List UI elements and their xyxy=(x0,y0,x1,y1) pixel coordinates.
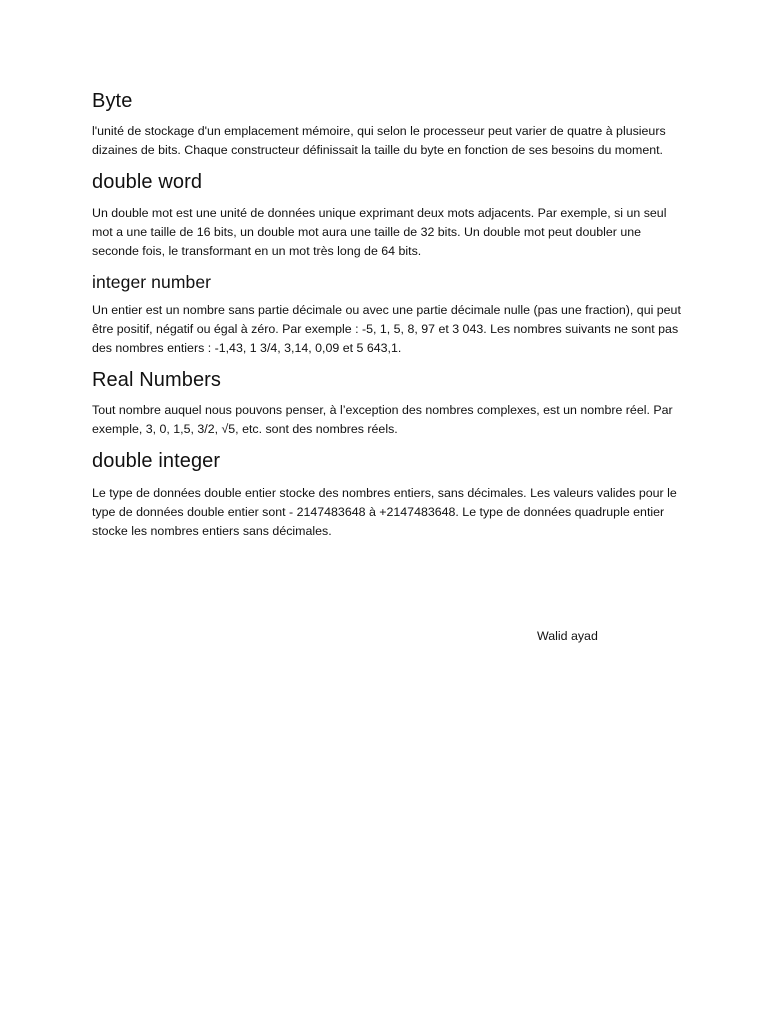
heading-real-numbers: Real Numbers xyxy=(92,369,222,391)
heading-double-word: double word xyxy=(92,171,203,193)
heading-double-integer: double integer xyxy=(92,450,221,472)
document-body xyxy=(92,88,682,541)
paragraph-byte: l'unité de stockage d'un emplacement mémoire, qui selon le processeur peut varier de quatre à plusieurs dizaines de bits. Chaque constructeur définissait la taille du byte en fonction de ses besoins du moment. xyxy=(92,124,666,157)
paragraph-integer-number: Un entier est un nombre sans partie décimale ou avec une partie décimale nulle (pas une fraction), qui peut être positif, négatif ou égal à zéro. Par exemple : -5, 1, 5, 8, 97 et 3 043. Les nombres suivants ne sont pas des nombres entiers : -1,43, 1 3/4, 3,14, 0,09 et 5 643,1. xyxy=(92,303,681,355)
author-signature: Walid ayad xyxy=(537,629,598,643)
heading-integer-number: integer number xyxy=(92,272,212,292)
paragraph-double-integer: Le type de données double entier stocke des nombres entiers, sans décimales. Les valeurs valides pour le type de données double entier sont - 2147483648 à +2147483648. Le type de données quadruple entier stocke les nombres entiers sans décimales. xyxy=(92,486,677,538)
heading-byte: Byte xyxy=(92,90,133,112)
paragraph-double-word: Un double mot est une unité de données unique exprimant deux mots adjacents. Par exemple, si un seul mot a une taille de 16 bits, un double mot aura une taille de 32 bits. Un double mot peut doubler une seconde fois, le transformant en un mot très long de 64 bits. xyxy=(92,206,667,258)
paragraph-real-numbers: Tout nombre auquel nous pouvons penser, à l’exception des nombres complexes, est un nombre réel. Par exemple, 3, 0, 1,5, 3/2, √5, etc. sont des nombres réels. xyxy=(92,403,673,436)
